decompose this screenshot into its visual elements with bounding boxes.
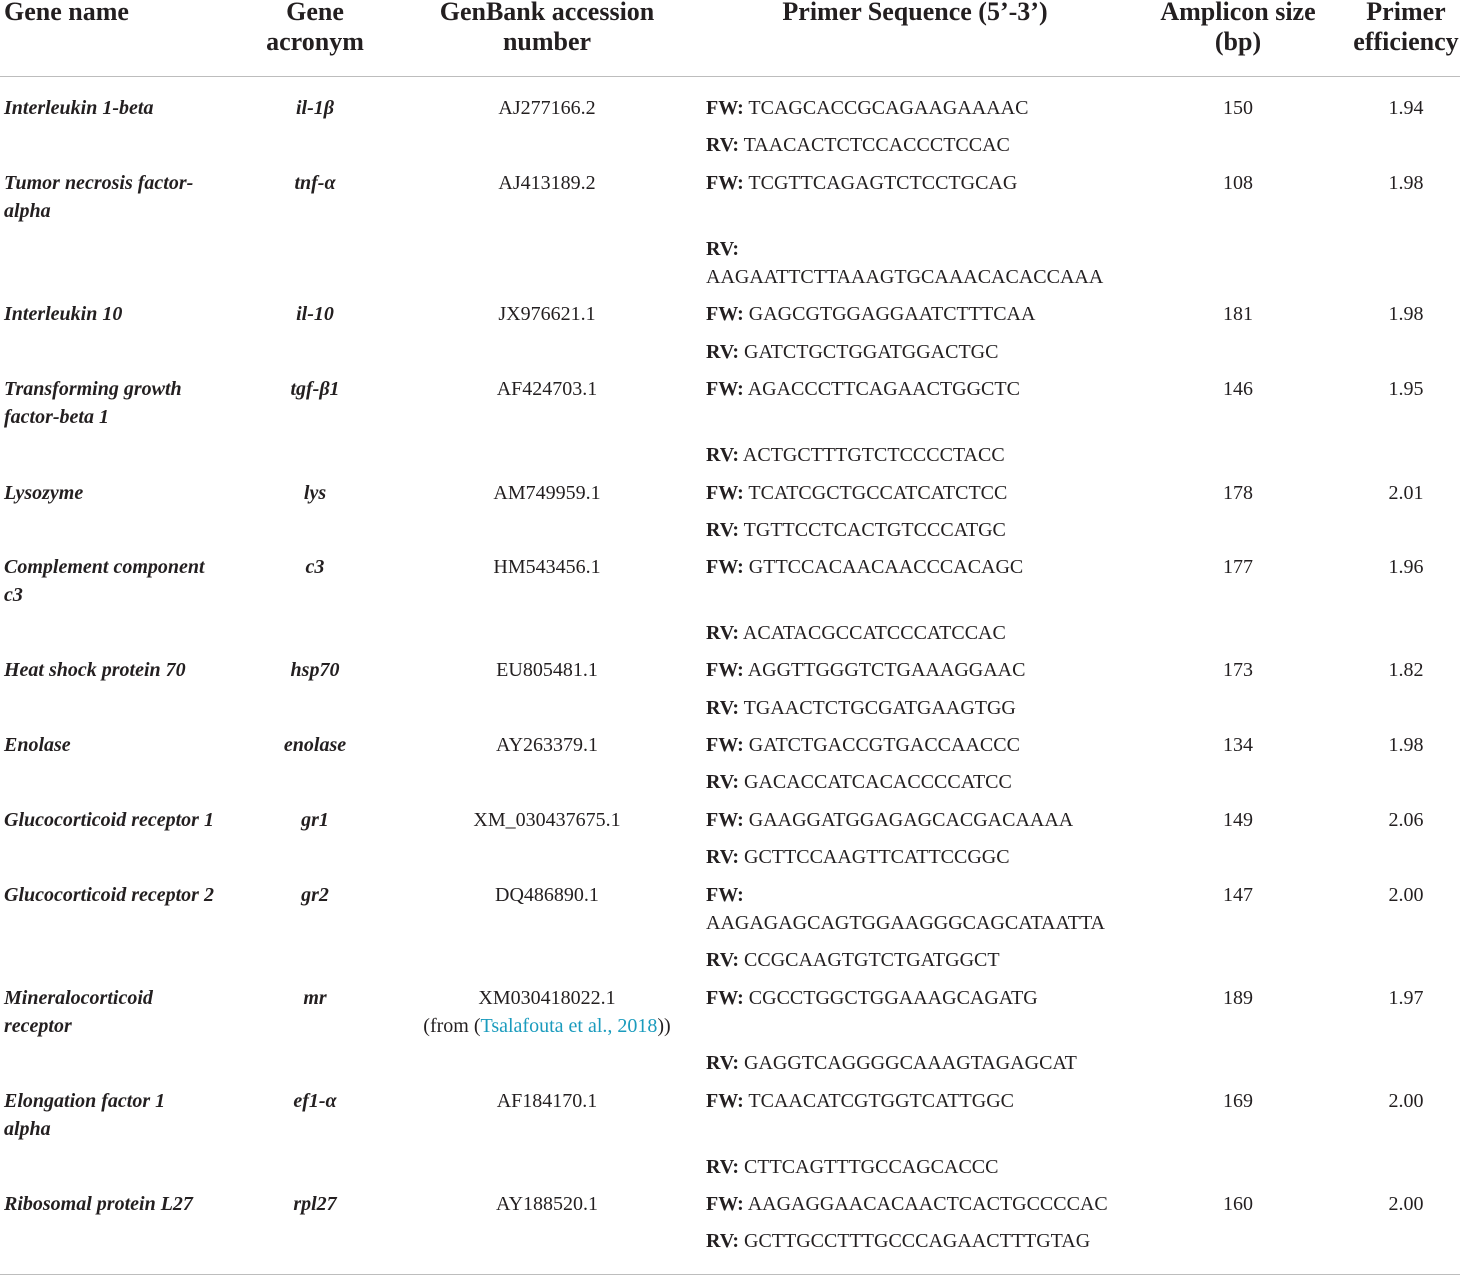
primer-efficiency: 1.96 — [1388, 556, 1424, 578]
gene-name-line2: receptor — [4, 1015, 72, 1037]
primer-rv — [706, 516, 1006, 544]
accession-source-note — [387, 1012, 707, 1040]
primer-rv — [706, 263, 1103, 291]
fw-label: FW: — [706, 172, 744, 194]
header-primer-efficiency-line2: efficiency — [1353, 27, 1459, 56]
header-amplicon-size-line2: (bp) — [1214, 27, 1262, 56]
accession-number: EU805481.1 — [496, 659, 598, 681]
primer-fw — [706, 984, 1038, 1012]
gene-acronym: gr2 — [301, 884, 329, 906]
amplicon-size: 149 — [1223, 809, 1253, 831]
primer-efficiency: 1.82 — [1388, 659, 1424, 681]
primer-fw — [706, 553, 1023, 581]
rv-sequence: GATCTGCTGGATGGACTGC — [744, 341, 999, 363]
header-primer-efficiency-line1: Primer — [1366, 0, 1446, 26]
fw-label: FW: — [706, 1193, 744, 1215]
fw-sequence: AGGTTGGGTCTGAAAGGAAC — [747, 659, 1026, 681]
header-gene-acronym-line2: acronym — [266, 27, 364, 56]
fw-label: FW: — [706, 482, 744, 504]
header-genbank-accession-line1: GenBank accession — [439, 0, 655, 26]
rv-label: RV: — [706, 1230, 740, 1252]
primer-fw — [706, 479, 1007, 507]
rv-label: RV: — [706, 1052, 740, 1074]
fw-sequence: GAAGGATGGAGAGCACGACAAAA — [748, 809, 1074, 831]
accession-number: XM030418022.1 — [478, 987, 616, 1009]
primer-efficiency: 1.97 — [1388, 987, 1424, 1009]
amplicon-size: 189 — [1223, 987, 1253, 1009]
rv-sequence: TGTTCCTCACTGTCCCATGC — [743, 519, 1006, 541]
primer-fw — [706, 656, 1025, 684]
gene-acronym: hsp70 — [290, 659, 340, 681]
gene-name: Complement component — [4, 556, 205, 578]
fw-sequence: GAGCGTGGAGGAATCTTTCAA — [748, 303, 1036, 325]
header-genbank-accession-line2: number — [502, 27, 592, 56]
primer-efficiency: 2.00 — [1388, 1090, 1424, 1112]
rv-label: RV: — [706, 134, 740, 156]
fw-sequence: AAGAGAGCAGTGGAAGGGCAGCATAATTA — [706, 912, 1106, 934]
gene-acronym: tgf-β1 — [290, 378, 340, 400]
gene-acronym: ef1-α — [293, 1090, 337, 1112]
gene-name: Interleukin 1-beta — [4, 97, 154, 119]
fw-sequence: TCATCGCTGCCATCATCTCC — [748, 482, 1008, 504]
fw-label: FW: — [706, 659, 744, 681]
primer-efficiency: 2.00 — [1388, 1193, 1424, 1215]
gene-name: Interleukin 10 — [4, 303, 123, 325]
primer-rv-label — [706, 235, 739, 263]
primer-efficiency: 1.98 — [1388, 303, 1424, 325]
fw-label: FW: — [706, 97, 744, 119]
gene-name: Heat shock protein 70 — [4, 659, 186, 681]
fw-label: FW: — [706, 556, 744, 578]
primer-fw — [706, 731, 1020, 759]
gene-acronym: lys — [303, 482, 327, 504]
rv-sequence: TAACACTCTCCACCCTCCAC — [743, 134, 1010, 156]
fw-label: FW: — [706, 303, 744, 325]
header-gene-acronym — [240, 0, 390, 57]
primer-rv — [706, 768, 1012, 796]
header-rule — [0, 76, 1460, 77]
amplicon-size: 134 — [1223, 734, 1253, 756]
accession-number: HM543456.1 — [493, 556, 601, 578]
primer-efficiency: 1.95 — [1388, 378, 1424, 400]
accession-number: AY188520.1 — [495, 1193, 599, 1215]
fw-label: FW: — [706, 987, 744, 1009]
accession-number: AF424703.1 — [496, 378, 598, 400]
fw-label: FW: — [706, 809, 744, 831]
rv-sequence: GCTTCCAAGTTCATTCCGGC — [744, 846, 1010, 868]
primer-fw — [706, 806, 1073, 834]
gene-name: Lysozyme — [4, 482, 84, 504]
header-primer-efficiency — [1336, 0, 1460, 57]
accession-number: DQ486890.1 — [495, 884, 599, 906]
gene-acronym: c3 — [305, 556, 325, 578]
rv-label: RV: — [706, 846, 740, 868]
fw-label: FW: — [706, 1090, 744, 1112]
primer-efficiency: 2.00 — [1388, 884, 1424, 906]
accession-number: AY263379.1 — [495, 734, 599, 756]
gene-name-line2: factor-beta 1 — [4, 406, 109, 428]
gene-acronym: rpl27 — [293, 1193, 337, 1215]
gene-name: Glucocorticoid receptor 2 — [4, 884, 214, 906]
fw-label: FW: — [706, 734, 744, 756]
amplicon-size: 108 — [1223, 172, 1253, 194]
fw-sequence: AAGAGGAACACAACTCACTGCCCCAC — [747, 1193, 1108, 1215]
header-genbank-accession — [387, 0, 707, 57]
fw-sequence: AGACCCTTCAGAACTGGCTC — [747, 378, 1020, 400]
footer-rule — [0, 1274, 1460, 1275]
fw-sequence: GATCTGACCGTGACCAACCC — [748, 734, 1020, 756]
gene-name: Elongation factor 1 — [4, 1090, 166, 1112]
gene-acronym: mr — [303, 987, 327, 1009]
fw-sequence: CGCCTGGCTGGAAAGCAGATG — [748, 987, 1038, 1009]
primer-rv — [706, 1227, 1090, 1255]
primer-rv — [706, 441, 1005, 469]
rv-sequence: AAGAATTCTTAAAGTGCAAACACACCAAA — [706, 266, 1104, 288]
rv-label: RV: — [706, 622, 740, 644]
rv-sequence: CTTCAGTTTGCCAGCACCC — [744, 1156, 999, 1178]
gene-name: Tumor necrosis factor- — [4, 172, 194, 194]
gene-acronym: gr1 — [301, 809, 329, 831]
primer-fw — [706, 300, 1035, 328]
rv-label: RV: — [706, 341, 740, 363]
fw-sequence: TCAACATCGTGGTCATTGGC — [748, 1090, 1014, 1112]
amplicon-size: 177 — [1223, 556, 1253, 578]
gene-name: Transforming growth — [4, 378, 182, 400]
primer-efficiency: 2.06 — [1388, 809, 1424, 831]
amplicon-size: 150 — [1223, 97, 1253, 119]
primer-rv — [706, 843, 1010, 871]
amplicon-size: 147 — [1223, 884, 1253, 906]
gene-name-line2: alpha — [4, 1118, 51, 1140]
gene-acronym: enolase — [283, 734, 347, 756]
primer-rv — [706, 946, 1000, 974]
gene-acronym: tnf-α — [294, 172, 336, 194]
fw-sequence: GTTCCACAACAACCCACAGC — [748, 556, 1024, 578]
accession-number: AF184170.1 — [496, 1090, 598, 1112]
amplicon-size: 146 — [1223, 378, 1253, 400]
rv-sequence: GACACCATCACACCCCATCC — [744, 771, 1012, 793]
rv-sequence: GAGGTCAGGGGCAAAGTAGAGCAT — [744, 1052, 1077, 1074]
header-primer-sequence: Primer Sequence (5’-3’) — [782, 0, 1048, 26]
rv-label: RV: — [706, 949, 740, 971]
gene-name: Ribosomal protein L27 — [4, 1193, 193, 1215]
primer-efficiency: 1.94 — [1388, 97, 1424, 119]
primer-efficiency: 1.98 — [1388, 172, 1424, 194]
rv-label: RV: — [706, 697, 740, 719]
fw-label: FW: — [706, 884, 744, 906]
primer-rv — [706, 1049, 1077, 1077]
amplicon-size: 173 — [1223, 659, 1253, 681]
primer-fw — [706, 1190, 1108, 1218]
primer-fw — [706, 909, 1105, 937]
rv-label: RV: — [706, 238, 740, 260]
rv-sequence: CCGCAAGTGTCTGATGGCT — [744, 949, 1000, 971]
primer-fw — [706, 375, 1020, 403]
accession-number: AJ277166.2 — [498, 97, 596, 119]
fw-sequence: TCGTTCAGAGTCTCCTGCAG — [748, 172, 1018, 194]
header-gene-name: Gene name — [4, 0, 129, 26]
amplicon-size: 178 — [1223, 482, 1253, 504]
accession-number: AJ413189.2 — [498, 172, 596, 194]
primer-fw-label — [706, 881, 744, 909]
rv-sequence: TGAACTCTGCGATGAAGTGG — [743, 697, 1016, 719]
gene-name: Glucocorticoid receptor 1 — [4, 809, 214, 831]
gene-name: Mineralocorticoid — [4, 987, 153, 1009]
fw-label: FW: — [706, 378, 744, 400]
citation-link[interactable]: Tsalafouta et al., 2018 — [480, 1015, 658, 1037]
primer-rv — [706, 619, 1006, 647]
header-gene-acronym-line1: Gene — [286, 0, 344, 26]
primer-fw — [706, 94, 1028, 122]
rv-sequence: ACATACGCCATCCCATCCAC — [742, 622, 1006, 644]
gene-acronym: il-1β — [295, 97, 335, 119]
rv-sequence: ACTGCTTTGTCTCCCCTACC — [742, 444, 1005, 466]
primer-efficiency: 1.98 — [1388, 734, 1424, 756]
accession-number: JX976621.1 — [498, 303, 596, 325]
primer-fw — [706, 169, 1017, 197]
primer-rv — [706, 338, 998, 366]
accession-note-close: )) — [657, 1015, 671, 1037]
amplicon-size: 169 — [1223, 1090, 1253, 1112]
accession-number: XM_030437675.1 — [473, 809, 621, 831]
primer-rv — [706, 131, 1010, 159]
header-amplicon-size — [1148, 0, 1328, 57]
accession-note-open: (from ( — [423, 1015, 481, 1037]
rv-label: RV: — [706, 771, 740, 793]
gene-name: Enolase — [4, 734, 71, 756]
primer-fw — [706, 1087, 1014, 1115]
gene-name-line2: alpha — [4, 200, 51, 222]
accession-number: AM749959.1 — [493, 482, 601, 504]
amplicon-size: 160 — [1223, 1193, 1253, 1215]
gene-acronym: il-10 — [296, 303, 334, 325]
primer-rv — [706, 1153, 998, 1181]
amplicon-size: 181 — [1223, 303, 1253, 325]
fw-sequence: TCAGCACCGCAGAAGAAAAC — [748, 97, 1029, 119]
primer-rv — [706, 694, 1016, 722]
rv-sequence: GCTTGCCTTTGCCCAGAACTTTGTAG — [744, 1230, 1091, 1252]
rv-label: RV: — [706, 444, 740, 466]
rv-label: RV: — [706, 1156, 740, 1178]
gene-name-line2: c3 — [4, 584, 23, 606]
primer-efficiency: 2.01 — [1388, 482, 1424, 504]
header-amplicon-size-line1: Amplicon size — [1160, 0, 1316, 26]
rv-label: RV: — [706, 519, 740, 541]
